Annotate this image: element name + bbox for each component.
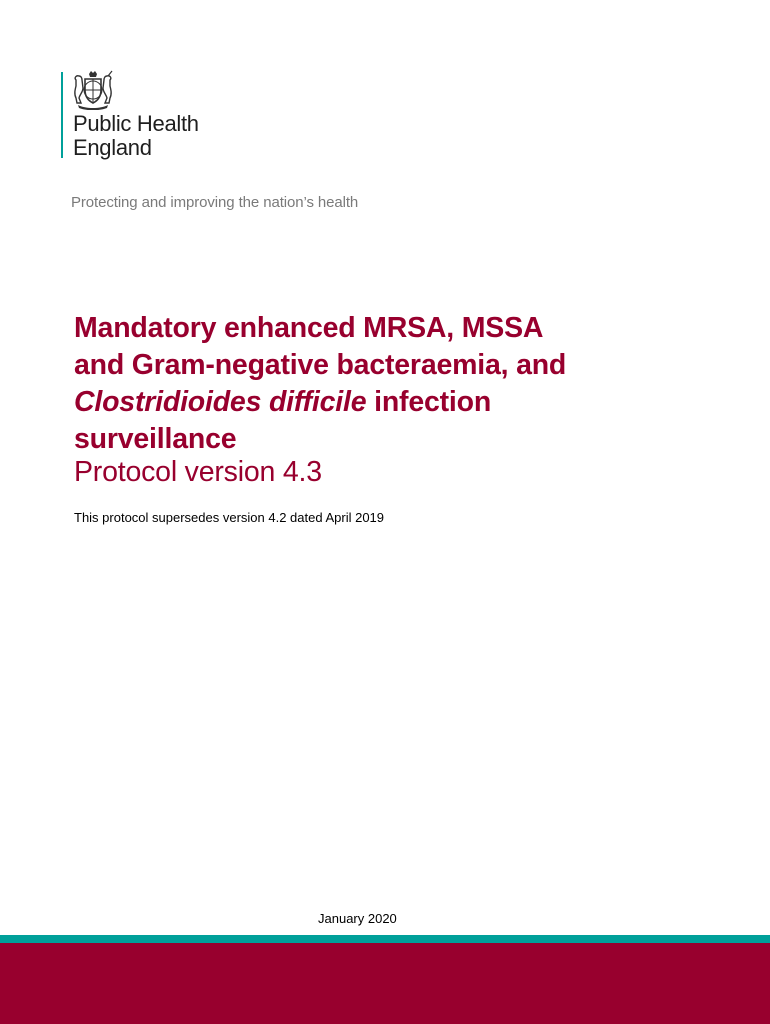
title-line-2: and Gram-negative bacteraemia, and (74, 349, 567, 381)
org-name-line1: Public Health (73, 111, 199, 136)
footer-band (0, 943, 770, 1024)
supersedes-note: This protocol supersedes version 4.2 dated April 2019 (74, 510, 385, 525)
royal-coat-of-arms-icon (70, 70, 116, 110)
org-name (73, 112, 199, 160)
protocol-version: Protocol version 4.3 (74, 456, 322, 488)
tagline: Protecting and improving the nation’s health (71, 194, 359, 211)
footer-teal-stripe (0, 935, 770, 943)
logo-rule (61, 72, 63, 158)
title-line-1: Mandatory enhanced MRSA, MSSA (74, 312, 544, 344)
publication-date: January 2020 (318, 911, 397, 926)
title-line-3-rest: infection (366, 386, 492, 418)
org-name-line2: England (73, 135, 152, 160)
document-title (74, 310, 734, 458)
title-organism-italic: Clostridioides difficile (74, 386, 367, 418)
title-line-4: surveillance (74, 423, 237, 455)
